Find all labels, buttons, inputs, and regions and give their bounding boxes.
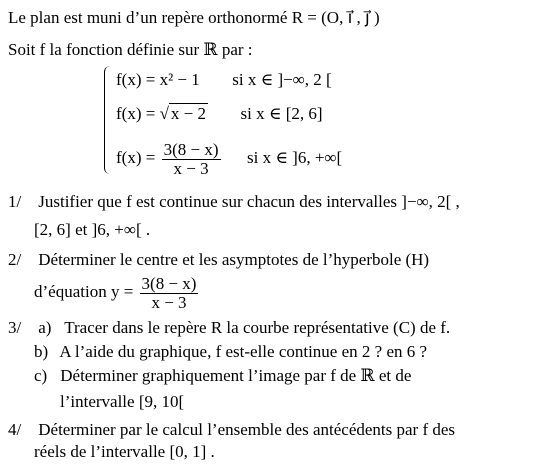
- case-3-numerator: 3(8 − x): [163, 139, 219, 159]
- case-2-expr-left: f(x) =: [116, 104, 160, 123]
- case-1-expr: f(x) = x² − 1: [116, 70, 200, 89]
- q2-numerator: 3(8 − x): [141, 273, 197, 293]
- q4-number: 4/: [8, 420, 22, 439]
- q4-line-2: réels de l’intervalle [0, 1] .: [34, 442, 215, 461]
- q3-number: 3/: [8, 318, 22, 337]
- case-2-sqrt: x − 2: [170, 104, 207, 123]
- q1-number: 1/: [8, 192, 22, 211]
- q3-a-text: Tracer dans le repère R la courbe représentative (C) de f.: [64, 318, 451, 337]
- q2-denominator: x − 3: [151, 292, 187, 312]
- q3-a-label: a): [38, 318, 52, 337]
- q3-c-line-1: [34, 366, 411, 386]
- case-3-fraction: [162, 141, 221, 178]
- q3-b-line: [34, 342, 427, 362]
- q1-line-1: [8, 192, 460, 212]
- case-3-condition: si x ∈ ]6, +∞[: [247, 148, 343, 167]
- q2-number: 2/: [8, 250, 22, 269]
- system-brace: [104, 66, 113, 174]
- q3-c-text-1: Déterminer graphiquement l’image par f de ℝ et de: [60, 366, 412, 385]
- intro-line-2: Soit f la fonction définie sur ℝ par :: [8, 40, 253, 59]
- q4-line-1: [8, 420, 455, 440]
- case-3-expr-left: f(x) =: [116, 148, 160, 167]
- q3-c-label: c): [34, 366, 48, 385]
- q3-a-line: [8, 318, 450, 338]
- q4-text-1: Déterminer par le calcul l’ensemble des antécédents par f des: [38, 420, 456, 439]
- case-2: f(x) = √ x − 2 si x ∈ [2, 6]: [116, 104, 323, 123]
- q2-fraction: [140, 275, 199, 312]
- q1-text-1: Justifier que f est continue sur chacun des intervalles ]−∞, 2[ ,: [38, 192, 460, 211]
- intro-line-1: Le plan est muni d’un repère orthonormé R = (O, i⃗ , j⃗ ): [8, 8, 380, 27]
- case-3: [116, 138, 342, 178]
- q2-line-2: [34, 272, 200, 312]
- case-1: [116, 70, 332, 90]
- q1-line-2: [2, 6] et ]6, +∞[ .: [34, 220, 151, 239]
- q3-c-line-2: l’intervalle [9, 10[: [60, 392, 185, 411]
- q2-equation-left: d’équation y =: [34, 282, 138, 301]
- q3-b-label: b): [34, 342, 49, 361]
- case-2-condition: si x ∈ [2, 6]: [240, 104, 323, 123]
- q2-line-1: [8, 250, 429, 270]
- case-1-condition: si x ∈ ]−∞, 2 [: [232, 70, 332, 89]
- q2-text-1: Déterminer le centre et les asymptotes de l’hyperbole (H): [38, 250, 430, 269]
- q3-b-text: A l’aide du graphique, f est-elle continue en 2 ? en 6 ?: [59, 342, 428, 361]
- case-3-denominator: x − 3: [173, 158, 209, 178]
